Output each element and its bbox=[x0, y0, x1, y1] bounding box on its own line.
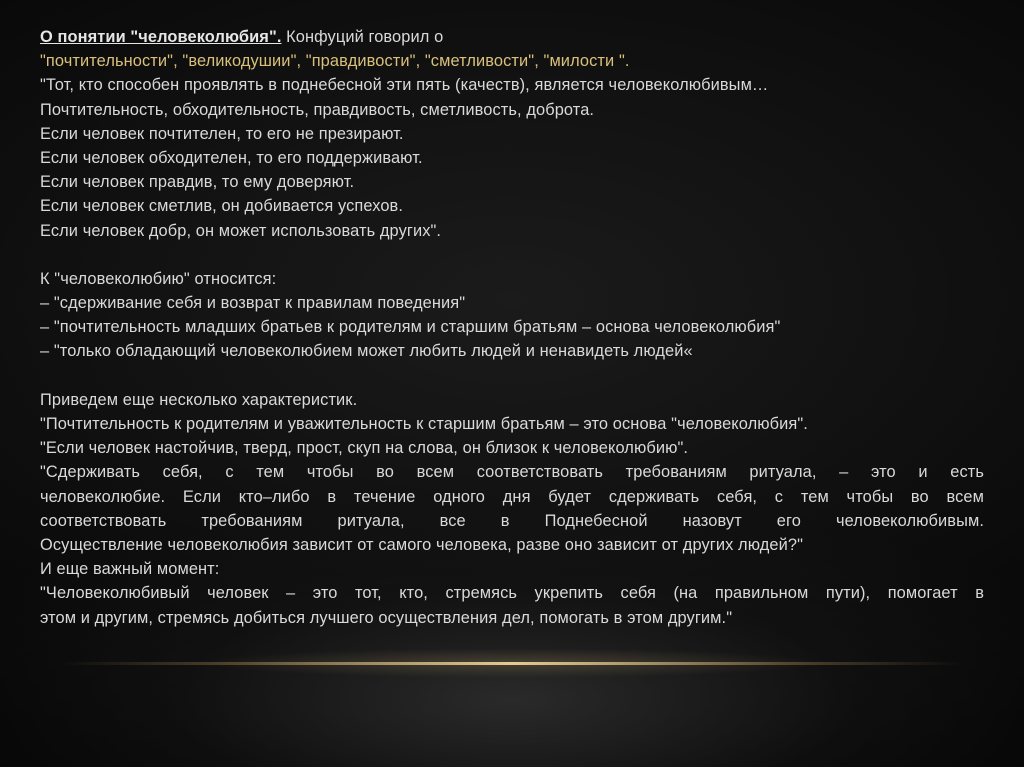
intro-line bbox=[40, 25, 984, 49]
paragraph-gap bbox=[40, 364, 984, 388]
text-line: Если человек добр, он может использовать других". bbox=[40, 221, 442, 240]
list-item: – "только обладающий человеколюбием может любить людей и ненавидеть людей« bbox=[40, 342, 693, 361]
list-item: – "сдерживание себя и возврат к правилам поведения" bbox=[40, 294, 466, 313]
text-line: К "человеколюбию" относится: bbox=[40, 269, 277, 288]
slide-body bbox=[40, 25, 984, 630]
text-line: Если человек сметлив, он добивается успехов. bbox=[40, 197, 403, 216]
text-line: Если человек обходителен, то его поддерживают. bbox=[40, 148, 423, 167]
text-line: соответствовать требованиям ритуала, все в Поднебесной назовут его человеколюбивым. bbox=[40, 511, 984, 530]
text-line: "Сдерживать себя, с тем чтобы во всем соответствовать требованиям ритуала, – это и есть bbox=[40, 463, 984, 482]
text-line: "Если человек настойчив, тверд, прост, скуп на слова, он близок к человеколюбию". bbox=[40, 439, 689, 458]
paragraph-gap bbox=[40, 243, 984, 267]
text-line: Приведем еще несколько характеристик. bbox=[40, 390, 358, 409]
text-line: этом и другим, стремясь добиться лучшего осуществления дел, помогать в этом другим." bbox=[40, 608, 733, 627]
text-line: "Почтительность к родителям и уважительность к старшим братьям – это основа "человеколюбия". bbox=[40, 415, 808, 433]
text-line: Если человек почтителен, то его не презирают. bbox=[40, 124, 404, 143]
text-line: человеколюбие. Если кто–либо в течение одного дня будет сдерживать себя, с тем чтобы во всем bbox=[40, 487, 984, 506]
text-line: "Тот, кто способен проявлять в поднебесной эти пять (качеств), является человеколюбивым… bbox=[40, 76, 769, 95]
decorative-horizontal-line bbox=[60, 662, 964, 665]
text-line: Осуществление человеколюбия зависит от самого человека, разве оно зависит от других людей?" bbox=[40, 535, 804, 554]
text-line: "Человеколюбивый человек – это тот, кто, стремясь укрепить себя (на правильном пути), помогает в bbox=[40, 584, 984, 603]
section-heading: О понятии "человеколюбия". bbox=[40, 28, 282, 46]
list-item: – "почтительность младших братьев к родителям и старшим братьям – основа человеколюбия" bbox=[40, 318, 781, 337]
text-line: Если человек правдив, то ему доверяют. bbox=[40, 173, 355, 192]
intro-text: Конфуций говорил о bbox=[281, 28, 444, 46]
text-line: Почтительность, обходительность, правдивость, сметливость, доброта. bbox=[40, 100, 595, 119]
text-line: И еще важный момент: bbox=[40, 560, 220, 579]
qualities-line: "почтительности", "великодушии", "правдивости", "сметливости", "милости ". bbox=[40, 52, 630, 71]
